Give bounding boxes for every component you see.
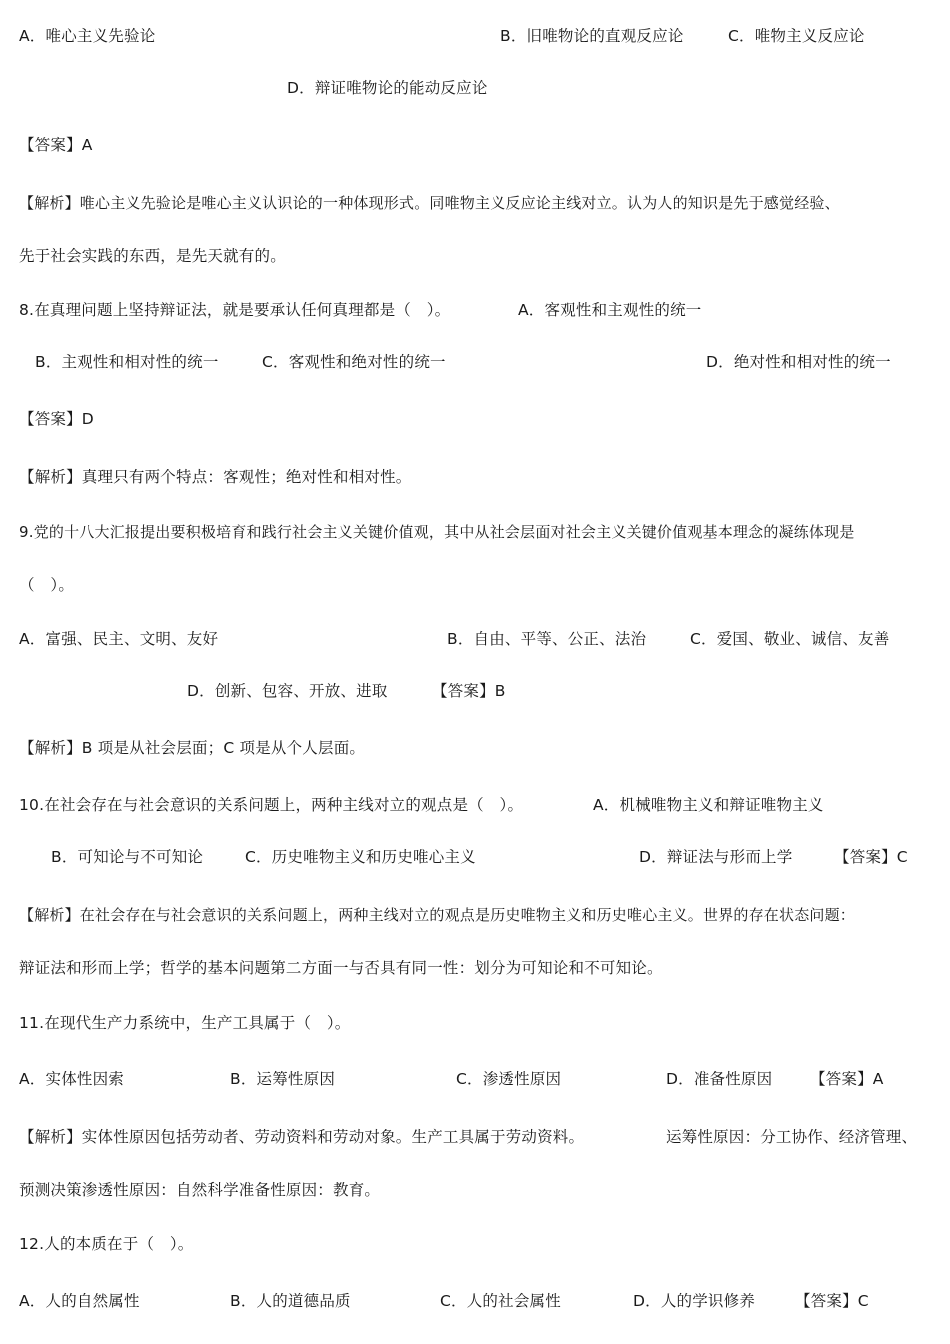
q9-option-a: A．富强、民主、文明、友好 [19, 630, 219, 648]
q12-option-a: A．人的自然属性 [19, 1292, 140, 1310]
q10-option-b: B．可知论与不可知论 [51, 848, 204, 866]
q9-question-line2: （ ）。 [19, 576, 75, 594]
q8-answer: 【答案】D [19, 410, 94, 428]
q7-analysis-line1: 【解析】唯心主义先验论是唯心主义认识论的一种体现形式。同唯物主义反应论主线对立。认为人的知识是先于感觉经验、 [19, 194, 840, 212]
q11-option-d: D．准备性原因 [666, 1070, 773, 1088]
q10-option-d: D．辩证法与形而上学 [639, 848, 793, 866]
q8-analysis: 【解析】真理只有两个特点：客观性；绝对性和相对性。 [19, 468, 412, 486]
q11-answer: 【答案】A [810, 1070, 884, 1088]
q9-option-d: D．创新、包容、开放、进取 [187, 682, 388, 700]
q10-answer: 【答案】C [834, 848, 908, 866]
q11-analysis-line1a: 【解析】实体性原因包括劳动者、劳动资料和劳动对象。生产工具属于劳动资料。 [19, 1128, 585, 1146]
q12-question: 12.人的本质在于（ ）。 [19, 1235, 194, 1253]
q11-option-b: B．运筹性原因 [230, 1070, 336, 1088]
q7-answer: 【答案】A [19, 136, 93, 154]
q8-option-b: B．主观性和相对性的统一 [35, 353, 219, 371]
q12-option-d: D．人的学识修养 [633, 1292, 756, 1310]
q11-question: 11.在现代生产力系统中，生产工具属于（ ）。 [19, 1014, 351, 1032]
q7-option-a: A．唯心主义先验论 [19, 27, 156, 45]
q11-analysis-line2: 预测决策渗透性原因：自然科学准备性原因：教育。 [19, 1181, 381, 1199]
q7-option-d: D．辩证唯物论的能动反应论 [287, 79, 488, 97]
q11-option-c: C．渗透性原因 [456, 1070, 562, 1088]
q8-question: 8.在真理问题上坚持辩证法，就是要承认任何真理都是（ ）。 [19, 301, 451, 319]
q10-option-a: A．机械唯物主义和辩证唯物主义 [593, 796, 824, 814]
q7-option-c: C．唯物主义反应论 [728, 27, 865, 45]
q12-option-b: B．人的道德品质 [230, 1292, 351, 1310]
q8-option-c: C．客观性和绝对性的统一 [262, 353, 446, 371]
q8-option-a: A．客观性和主观性的统一 [518, 301, 702, 319]
q9-option-b: B．自由、平等、公正、法治 [447, 630, 647, 648]
q9-option-c: C．爱国、敬业、诚信、友善 [690, 630, 890, 648]
q9-answer: 【答案】B [432, 682, 506, 700]
q11-analysis-line1b: 运筹性原因：分工协作、经济管理、 [666, 1128, 918, 1146]
q8-option-d: D．绝对性和相对性的统一 [706, 353, 891, 371]
q12-option-c: C．人的社会属性 [440, 1292, 561, 1310]
q10-analysis-line2: 辩证法和形而上学；哲学的基本问题第二方面一与否具有同一性：划分为可知论和不可知论。 [19, 959, 663, 977]
q11-option-a: A．实体性因索 [19, 1070, 125, 1088]
q10-option-c: C．历史唯物主义和历史唯心主义 [245, 848, 476, 866]
q10-analysis-line1: 【解析】在社会存在与社会意识的关系问题上，两种主线对立的观点是历史唯物主义和历史唯心主义。世界的存在状态问题： [19, 906, 856, 924]
q7-analysis-line2: 先于社会实践的东西，是先天就有的。 [19, 247, 286, 265]
q10-question: 10.在社会存在与社会意识的关系问题上，两种主线对立的观点是（ ）。 [19, 796, 524, 814]
q9-question-line1: 9.党的十八大汇报提出要积极培育和践行社会主义关键价值观，其中从社会层面对社会主义关键价值观基本理念的凝练体现是 [19, 523, 855, 541]
q12-answer: 【答案】C [795, 1292, 869, 1310]
q9-analysis: 【解析】B 项是从社会层面；C 项是从个人层面。 [19, 739, 366, 757]
q7-option-b: B．旧唯物论的直观反应论 [500, 27, 684, 45]
